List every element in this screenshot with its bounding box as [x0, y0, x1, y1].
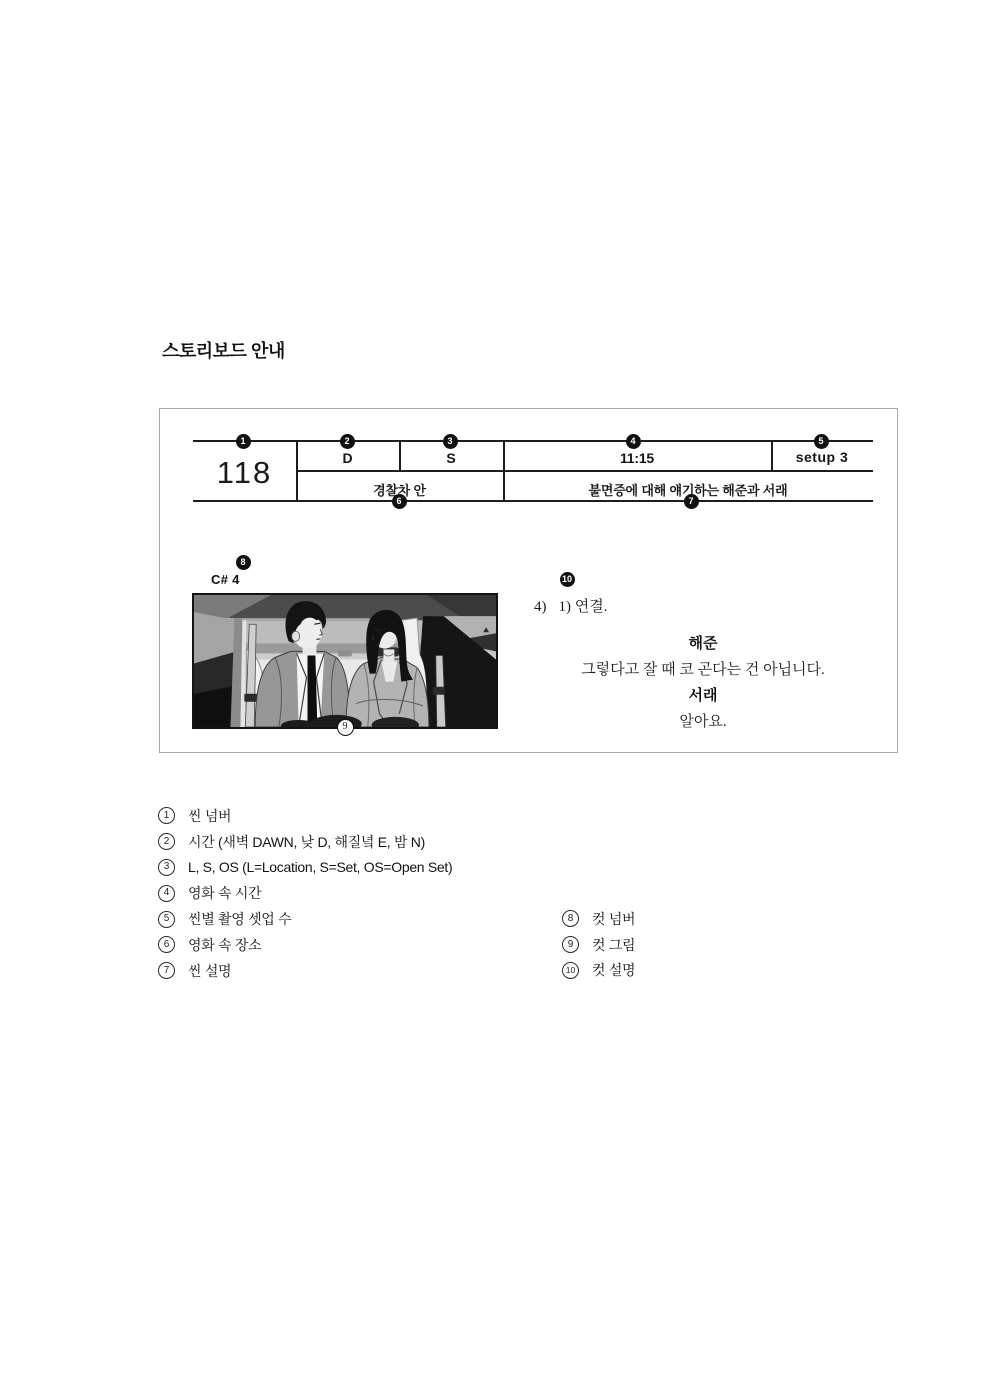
dialog-block — [541, 631, 865, 735]
legend-item — [562, 958, 635, 984]
legend-item-number: 1 — [158, 807, 175, 824]
legend-item-number: 10 — [562, 962, 579, 979]
cut-description-badge-10: 10 — [560, 572, 575, 587]
cut-number-label: C# 4 — [211, 572, 240, 587]
callout-badge-3: 3 — [443, 434, 458, 449]
callout-badge-2: 2 — [340, 434, 355, 449]
legend-right-column — [562, 906, 635, 983]
film-time-cell: 11:15 — [619, 450, 655, 466]
legend-item-number: 7 — [158, 962, 175, 979]
scene-number-cell: 118 — [216, 455, 273, 490]
time-of-day-cell: D — [342, 450, 353, 466]
legend-left-column — [158, 803, 452, 984]
cut-image-badge-9: 9 — [337, 719, 354, 736]
storyboard-sample-box — [159, 408, 898, 753]
legend-item-label: 컷 넘버 — [592, 910, 636, 927]
legend-item-label: 영화 속 시간 — [188, 885, 262, 902]
table-line-middle — [296, 470, 873, 472]
legend-item-number: 6 — [158, 936, 175, 953]
cut-number-badge-8: 8 — [236, 555, 251, 570]
cut-note-prefix: 4) — [534, 599, 547, 615]
legend-item-number: 9 — [562, 936, 579, 953]
legend-item — [158, 880, 452, 906]
location-cell: 경찰차 안 — [373, 483, 426, 498]
set-type-cell: S — [446, 450, 456, 466]
dialog-line: 알아요. — [679, 714, 727, 730]
legend-item-label: 컷 설명 — [592, 962, 636, 979]
cut-note — [534, 595, 607, 616]
legend-item-label: 씬 넘버 — [188, 807, 232, 824]
legend-item-label: 씬별 촬영 셋업 수 — [188, 911, 292, 928]
legend-item-number: 3 — [158, 859, 175, 876]
legend-item — [158, 906, 452, 932]
dialog-speaker: 서래 — [688, 687, 718, 704]
table-line-bottom — [193, 500, 873, 502]
setup-count-cell: setup 3 — [795, 449, 849, 465]
legend-item — [158, 958, 452, 984]
legend-item — [158, 803, 452, 829]
callout-badge-7: 7 — [684, 494, 699, 509]
cut-illustration — [194, 595, 496, 727]
legend-item-label: L, S, OS (L=Location, S=Set, OS=Open Set) — [188, 859, 453, 876]
cut-note-text: 1) 연결. — [558, 599, 608, 615]
legend-item-number: 2 — [158, 833, 175, 850]
legend-item-label: 시간 (새벽 DAWN, 낮 D, 해질녘 E, 밤 N) — [188, 833, 425, 850]
dialog-speaker: 해준 — [688, 635, 718, 652]
legend-item — [158, 855, 452, 881]
legend-item — [158, 932, 452, 958]
scene-description-cell: 불면증에 대해 얘기하는 해준과 서래 — [588, 483, 788, 498]
legend-item-number: 8 — [562, 910, 579, 927]
legend-item-number: 4 — [158, 885, 175, 902]
legend-item-number: 5 — [158, 911, 175, 928]
legend-item-label: 컷 그림 — [592, 936, 636, 953]
legend-item-label: 씬 설명 — [188, 962, 232, 979]
page-title: 스토리보드 안내 — [162, 341, 285, 361]
legend-item — [562, 932, 635, 958]
legend-item — [158, 829, 452, 855]
dialog-line: 그렇다고 잘 때 코 곤다는 건 아닙니다. — [581, 662, 825, 678]
cut-image-frame — [192, 593, 498, 729]
legend-item — [562, 906, 635, 932]
callout-badge-1: 1 — [236, 434, 251, 449]
legend-item-label: 영화 속 장소 — [188, 936, 262, 953]
callout-badge-5: 5 — [814, 434, 829, 449]
callout-badge-6: 6 — [392, 494, 407, 509]
callout-badge-4: 4 — [626, 434, 641, 449]
